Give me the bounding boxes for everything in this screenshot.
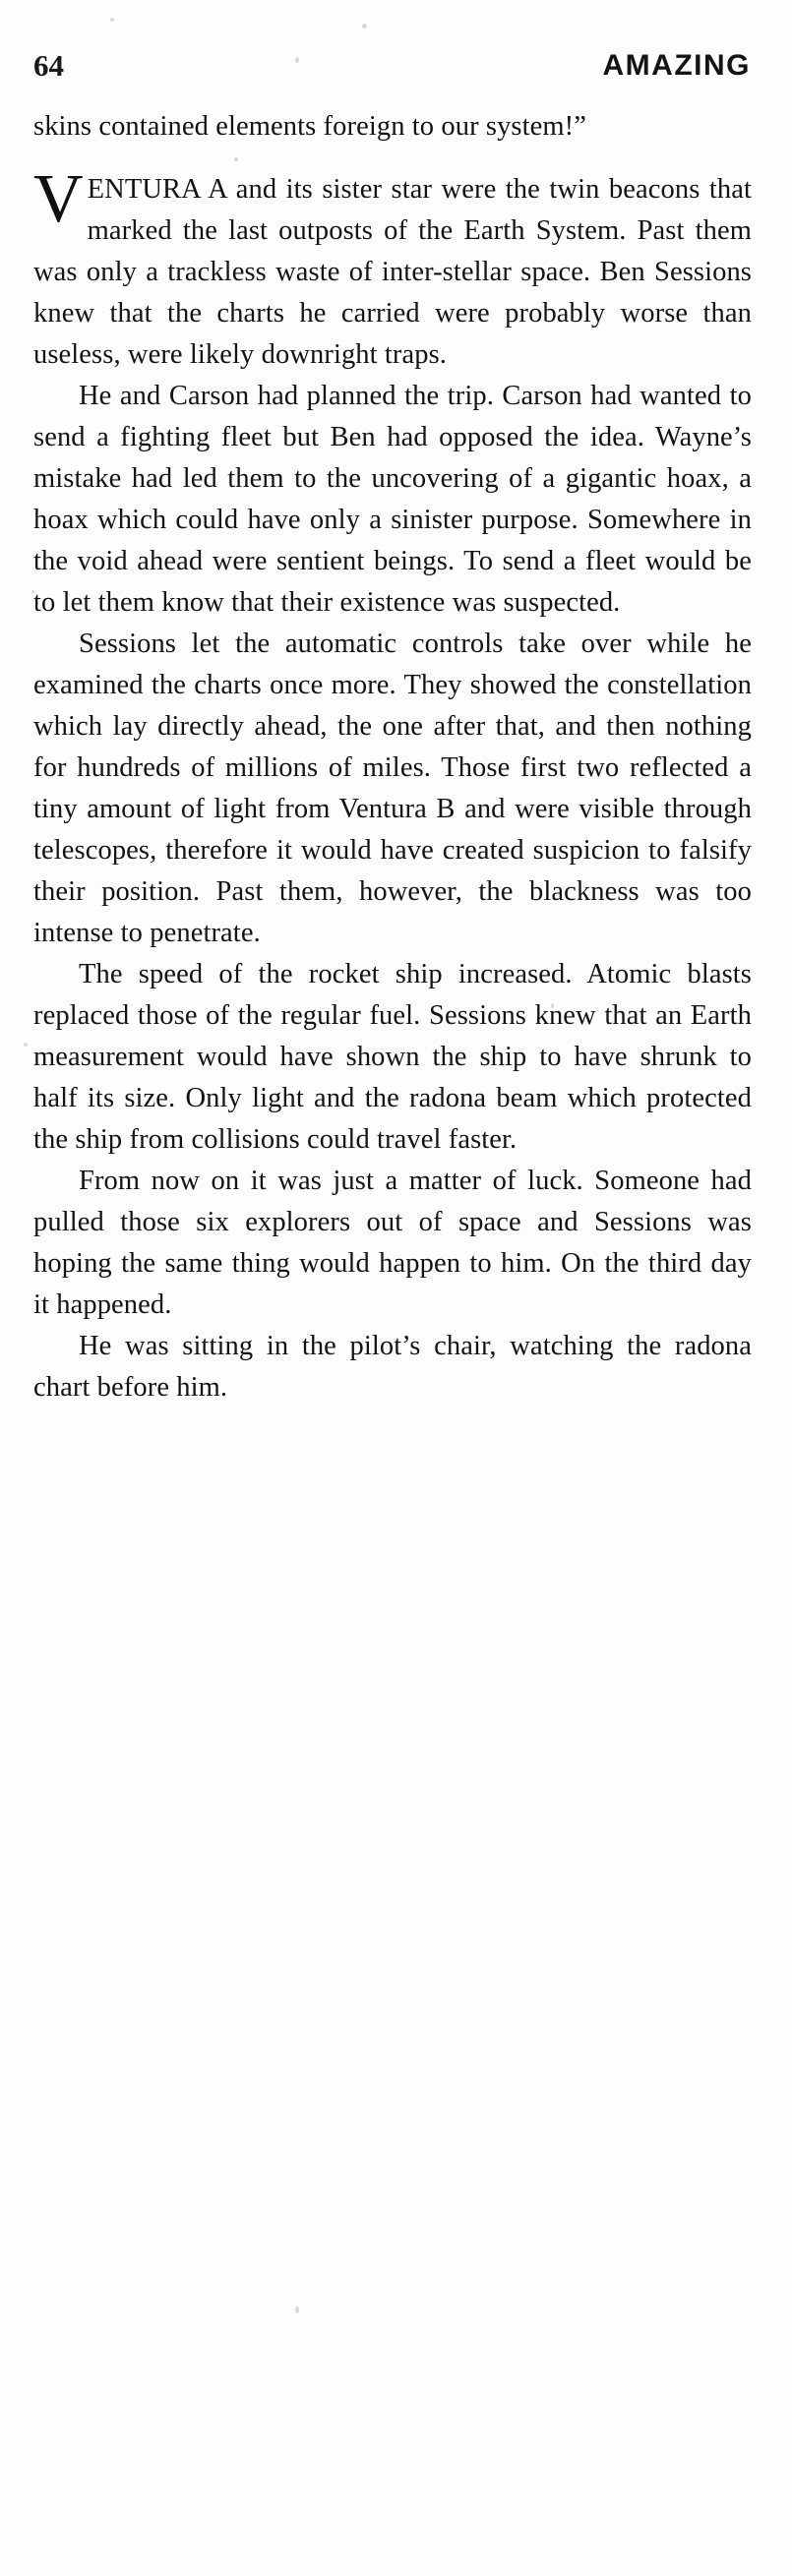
paragraph-speed: The speed of the rocket ship increased. Atomic blasts replaced those of the regular fuel. Sessions knew that an Earth measurement would have shown the ship to have shrunk to half its size. Only light and the radona beam which protected the ship from collisions could travel faster. bbox=[33, 959, 752, 1155]
scan-speck bbox=[295, 2306, 299, 2313]
paragraph-luck: From now on it was just a matter of luck. Someone had pulled those six explorers out of space and Sessions was hoping the same thing would happen to him. On the third day it happened. bbox=[33, 1166, 752, 1320]
paragraph-pilot: He was sitting in the pilot’s chair, watching the radona chart before him. bbox=[33, 1331, 752, 1403]
scan-speck bbox=[24, 1043, 28, 1047]
magazine-title: AMAZING bbox=[602, 49, 751, 82]
paragraph-ventura bbox=[33, 161, 752, 376]
paragraph-continued: skins contained elements foreign to our system!” bbox=[33, 111, 586, 142]
paragraph-ventura-text: ENTURA A and its sister star were the twin beacons that marked the last outposts of the Earth System. Past them was only a trackless waste of inter-stellar space. Ben Sessions knew that the charts he carried were probably worse than useless, were likely downright traps. bbox=[33, 174, 752, 370]
paragraph-carson: He and Carson had planned the trip. Carson had wanted to send a fighting fleet but Ben had opposed the idea. Wayne’s mistake had led them to the uncovering of a gigantic hoax, a hoax which could have only a sinister purpose. Somewhere in the void ahead were sentient beings. To send a fleet would be to let them know that their existence was suspected. bbox=[33, 381, 752, 618]
scan-speck bbox=[110, 18, 114, 22]
page-header bbox=[0, 35, 792, 81]
text-column bbox=[33, 106, 752, 1408]
paragraph-controls: Sessions let the automatic controls take over while he examined the charts once more. They showed the constellation which lay directly ahead, the one after that, and then nothing for hundreds of millions of miles. Those first two reflected a tiny amount of light from Ventura B and were visible through telescopes, therefore it would have created suspicion to falsify their position. Past them, however, the blackness was too intense to penetrate. bbox=[33, 629, 752, 948]
scan-speck bbox=[362, 24, 367, 29]
page-number: 64 bbox=[33, 48, 64, 83]
drop-cap-letter: V bbox=[33, 161, 84, 237]
